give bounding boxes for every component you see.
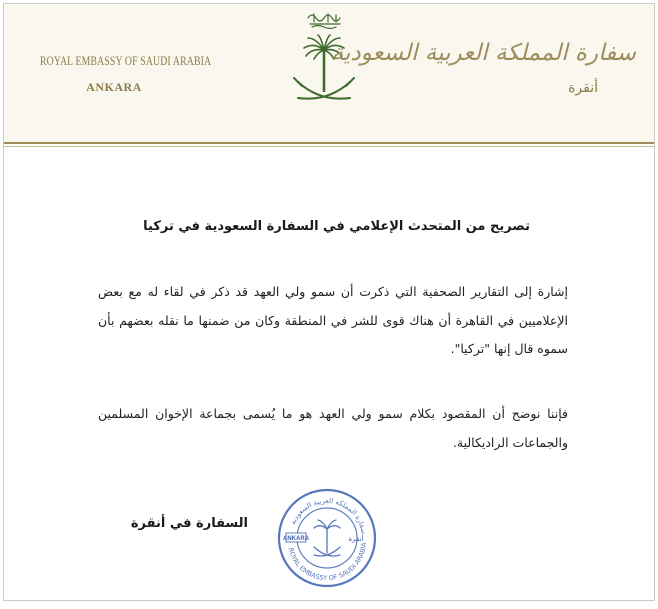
letterhead-divider-thin (4, 146, 654, 147)
embassy-english-name: ROYAL EMBASSY OF SAUDI ARABIA (40, 54, 212, 68)
svg-text:أنقرة: أنقرة (348, 535, 364, 543)
svg-text:ROYAL EMBASSY OF SAUDI ARABIA: ROYAL EMBASSY OF SAUDI ARABIA (286, 541, 369, 583)
svg-text:سفارة المملكة العربية السعودية: سفارة المملكة العربية السعودية (288, 496, 368, 535)
letterhead-divider (4, 142, 654, 144)
statement-paragraph-2: فإننا نوضح أن المقصود بكلام سمو ولي العهد هو ما يُسمى بجماعة الإخوان المسلمين والجماعات الراديكالية. (98, 406, 568, 450)
letterhead (4, 4, 654, 144)
statement-paragraph-1: إشارة إلى التقارير الصحفية التي ذكرت أن سمو ولي العهد قد ذكر في لقاء له مع بعض الإعلاميين في القاهرة أن هناك قوى للشر في المنطقة وكان من ضمنها ما نقله بعضهم بأن سموه قال إنها "تركيا". (98, 284, 568, 356)
embassy-english-city: ANKARA (86, 80, 142, 94)
svg-text:ANKARA: ANKARA (283, 536, 309, 542)
embassy-arabic-name: سفارة المملكة العربية السعودية (331, 40, 636, 66)
letter-page (3, 3, 655, 601)
embassy-arabic-city: أنقرة (568, 80, 598, 96)
signature-line: السفارة في أنقرة (130, 516, 248, 531)
statement-title: تصريح من المتحدث الإعلامي في السفارة السعودية في تركيا (143, 219, 530, 234)
embassy-seal-stamp (272, 483, 382, 593)
